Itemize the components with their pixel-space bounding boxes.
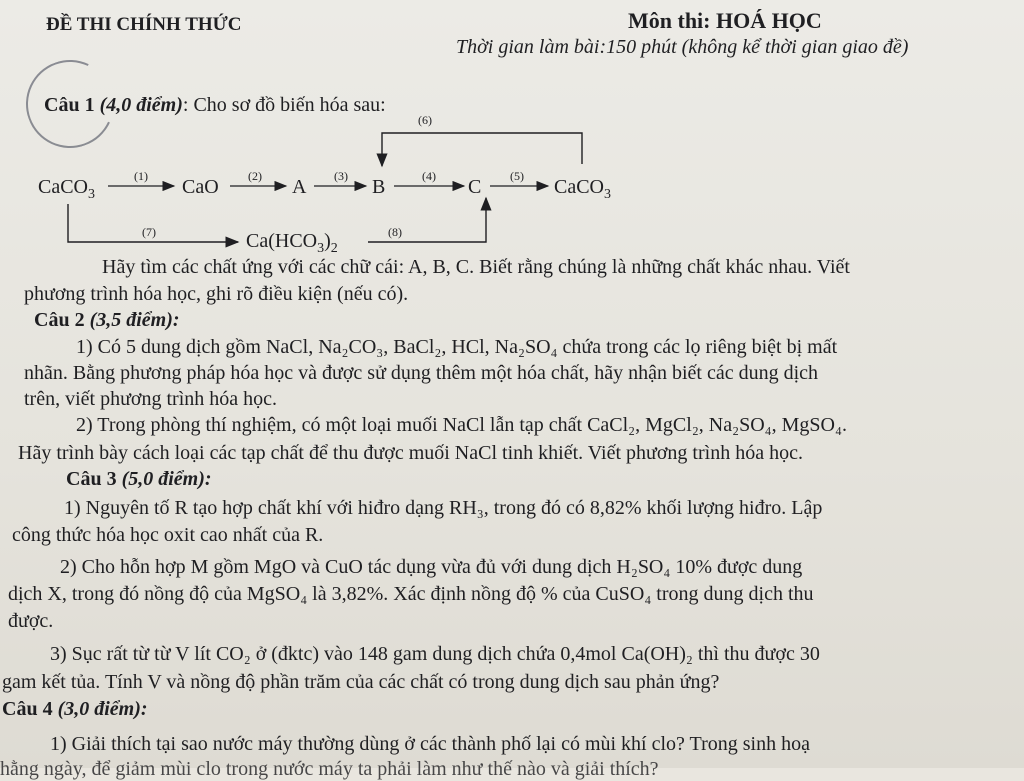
step-1-label: (1) bbox=[134, 169, 148, 183]
q3-p2-line2: dịch X, trong đó nồng độ của MgSO₄ là 3,82%. Xác định nồng độ % của CuSO₄ trong dung dịch thu bbox=[8, 583, 814, 605]
compound-b: B bbox=[372, 176, 386, 198]
q2-p2-line2: Hãy trình bày cách loại các tạp chất để thu được muối NaCl tinh khiết. Viết phương trình hóa học. bbox=[18, 442, 803, 464]
arrow-6 bbox=[382, 133, 582, 166]
q2-p1-line1: 1) Có 5 dung dịch gồm NaCl, Na₂CO₃, BaCl₂, HCl, Na₂SO₄ chứa trong các lọ riêng biệt bị mất bbox=[76, 336, 838, 358]
reaction-diagram bbox=[0, 100, 1024, 260]
compound-a: A bbox=[292, 176, 307, 198]
q2-p1-line3: trên, viết phương trình hóa học. bbox=[24, 388, 278, 410]
q1-task-line2: phương trình hóa học, ghi rõ điều kiện (nếu có). bbox=[24, 283, 409, 305]
q3-p1-line2: công thức hóa học oxit cao nhất của R. bbox=[12, 524, 324, 546]
q2-points: (3,5 điểm): bbox=[89, 309, 180, 331]
arrow-8 bbox=[368, 198, 486, 242]
q3-heading bbox=[66, 468, 212, 491]
caco3-start: CaCO$_3$ bbox=[38, 176, 95, 202]
calcium-bicarbonate: $Ca(HCO_3)_2$ bbox=[246, 230, 338, 256]
time-limit: Thời gian làm bài:150 phút (không kể thời gian giao đề) bbox=[456, 36, 909, 58]
q4-points: (3,0 điểm): bbox=[57, 698, 148, 720]
cao: CaO bbox=[182, 176, 219, 198]
q3-p3-line1: 3) Sục rất từ từ V lít CO₂ ở (đktc) vào 148 gam dung dịch chứa 0,4mol Ca(OH)₂ thì thu được 30 bbox=[50, 643, 820, 665]
q1-label: Câu 1 bbox=[44, 94, 95, 116]
q1-points: (4,0 điểm) bbox=[99, 94, 183, 116]
caco3-end: CaCO$_3$ bbox=[554, 176, 611, 202]
q2-label: Câu 2 bbox=[34, 309, 85, 331]
q3-p1-line1: 1) Nguyên tố R tạo hợp chất khí với hiđro dạng RH₃, trong đó có 8,82% khối lượng hiđro. Lập bbox=[64, 497, 823, 519]
q3-label: Câu 3 bbox=[66, 468, 117, 490]
q3-points: (5,0 điểm): bbox=[121, 468, 212, 490]
q4-heading bbox=[2, 698, 148, 721]
q4-p1-line2: hằng ngày, để giảm mùi clo trong nước máy ta phải làm như thế nào và giải thích? bbox=[0, 758, 659, 780]
q4-label: Câu 4 bbox=[2, 698, 53, 720]
step-6-label: (6) bbox=[418, 113, 432, 127]
subject-title: Môn thi: HOÁ HỌC bbox=[628, 8, 822, 33]
q3-p2-line3: được. bbox=[8, 610, 54, 632]
step-3-label: (3) bbox=[334, 169, 348, 183]
q1-task-line1: Hãy tìm các chất ứng với các chữ cái: A, B, C. Biết rằng chúng là những chất khác nhau. Viết bbox=[102, 256, 850, 278]
q2-heading bbox=[34, 309, 180, 332]
step-4-label: (4) bbox=[422, 169, 436, 183]
step-2-label: (2) bbox=[248, 169, 262, 183]
q2-p2-line1: 2) Trong phòng thí nghiệm, có một loại muối NaCl lẫn tạp chất CaCl₂, MgCl₂, Na₂SO₄, MgSO₄. bbox=[76, 414, 847, 436]
q1-prompt: : Cho sơ đồ biến hóa sau: bbox=[182, 94, 386, 116]
official-exam-label: ĐỀ THI CHÍNH THỨC bbox=[46, 14, 242, 35]
q3-p2-line1: 2) Cho hỗn hợp M gồm MgO và CuO tác dụng vừa đủ với dung dịch H₂SO₄ 10% được dung bbox=[60, 556, 803, 578]
q4-p1-line1: 1) Giải thích tại sao nước máy thường dùng ở các thành phố lại có mùi khí clo? Trong sinh hoạ bbox=[50, 733, 810, 755]
compound-c: C bbox=[468, 176, 482, 198]
q2-p1-line2: nhãn. Bằng phương pháp hóa học và được sử dụng thêm một hóa chất, hãy nhận biết các dung dịch bbox=[24, 362, 819, 384]
step-5-label: (5) bbox=[510, 169, 524, 183]
step-7-label: (7) bbox=[142, 225, 156, 239]
step-8-label: (8) bbox=[388, 225, 402, 239]
q3-p3-line2: gam kết tủa. Tính V và nồng độ phần trăm của các chất có trong dung dịch sau phản ứng? bbox=[2, 671, 720, 693]
